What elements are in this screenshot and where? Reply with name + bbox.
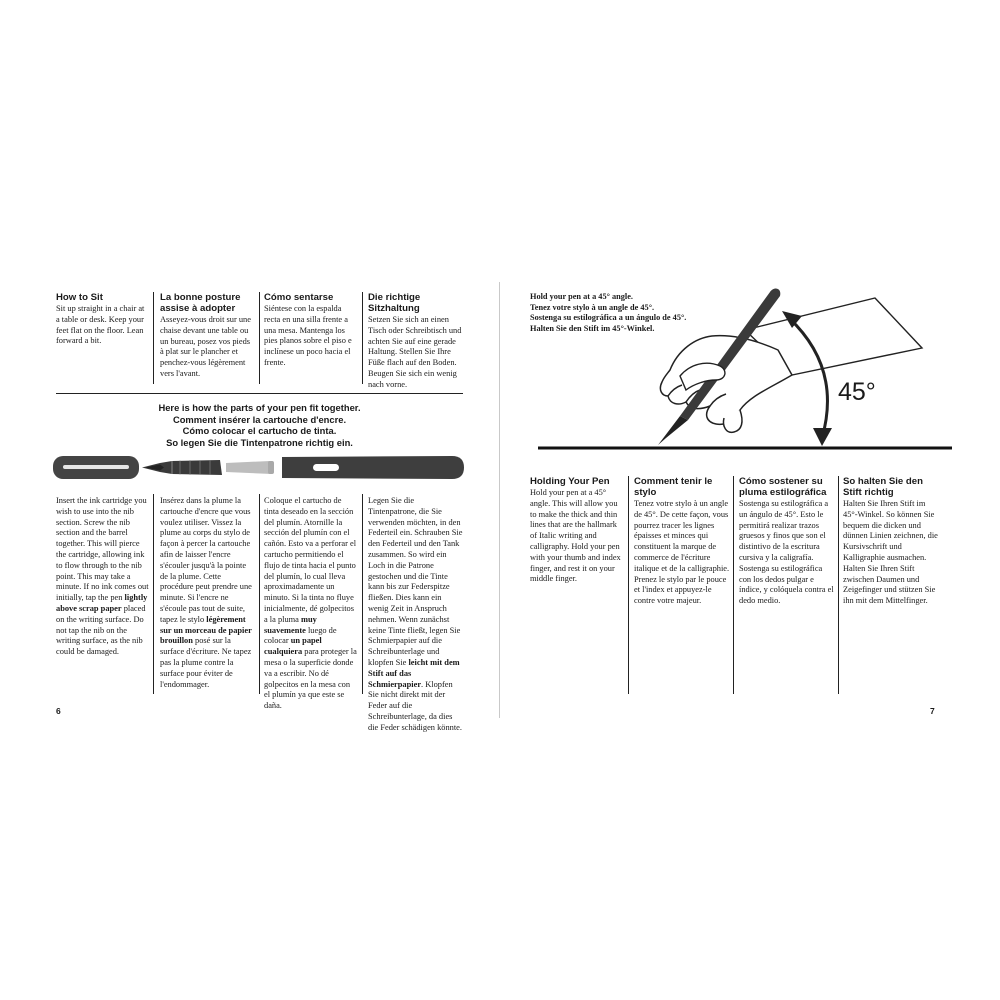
column-divider: [733, 476, 734, 694]
hold-column-fr: [634, 476, 730, 607]
sit-column-es: [264, 292, 358, 369]
column-divider: [838, 476, 839, 694]
pen-barrel-illustration: [282, 456, 464, 479]
section-heading: Cómo sostener su pluma estilográfica: [739, 476, 827, 498]
column-divider: [628, 476, 629, 694]
arc-arrowhead-bottom: [813, 428, 832, 446]
column-divider: [362, 292, 363, 384]
column-divider: [153, 494, 154, 694]
hold-column-de: [843, 476, 939, 607]
paragraph: Hold your pen at a 45° angle. This will allow you to make the thick and thin lines that are the hallmark of Italic writing and calligraphy. Hold your pen with your thumb and index finger, and rest it on your middle finger.: [530, 488, 621, 584]
sit-column-en: [56, 292, 148, 347]
sit-column-fr: [160, 292, 254, 380]
section-rule: [56, 393, 463, 394]
paragraph: Asseyez-vous droit sur une chaise devant une table ou un bureau, posez vos pieds à plat sur le plancher et penchez-vous légèrement vers l'avant.: [160, 315, 251, 378]
paragraph: Tenez votre stylo à un angle de 45°. De cette façon, vous pourrez tracer les lignes épaisses et minces qui constituent la marque de commerce de l'écriture italique et de la calligraphie. Prenez le stylo par le pouce et l'index et appuyez-le contre votre majeur.: [634, 499, 730, 606]
hand-holding-pen-illustration: [530, 280, 960, 455]
section-heading: Comment tenir le stylo: [634, 476, 713, 498]
paragraph: Insérez dans la plume la cartouche d'encre que vous voulez utiliser. Vissez la plume au corps du stylo de façon à percer la cartouche afin de laisser l'encre s'écouler jusqu'à la pointe de la plume. Cette procédure peut prendre une minute. Si l'encre ne s'écoule pas tout de suite, tapez le stylo légèrement sur un morceau de papier brouillon posé sur la surface d'écriture. Ne tapez pas la plume contre la surface pour éviter de l'endommager.: [160, 496, 252, 689]
section-heading: Cómo sentarse: [264, 292, 334, 303]
section-heading: Die richtige Sitzhaltung: [368, 292, 421, 314]
angle-label: 45°: [838, 378, 876, 406]
ink-cartridge-illustration: [226, 461, 274, 474]
assembly-heading-line: Cómo colocar el cartucho de tinta.: [182, 425, 337, 436]
caption-line: Hold your pen at a 45° angle.: [530, 292, 633, 301]
paragraph: Legen Sie die Tintenpatrone, die Sie verwenden möchten, in den Federteil ein. Schrauben Sie den Federteil und den Tank zusammen. So wird ein Loch in die Patrone gestochen und die Tinte kann bis zur Federspitze fließen. Dies kann ein wenig Zeit in Anspruch nehmen. Wenn zunächst keine Tinte fließt, legen Sie Schmierpapier auf die Schreibunterlage und klopfen Sie leicht mit dem Stift auf das Schmierpapier. Klopfen Sie nicht direkt mit der Feder auf die Schreibunterlage, da dies die Feder schädigen könnte.: [368, 496, 463, 732]
caption-line: Halten Sie den Stift im 45°-Winkel.: [530, 323, 655, 333]
paragraph: Siéntese con la espalda recta en una silla frente a una mesa. Mantenga los pies planos sobre el piso e inclínese un poco hacia el frente.: [264, 304, 352, 367]
paragraph: Insert the ink cartridge you wish to use into the nib section. Screw the nib section and the barrel together. This will pierce the cartridge, allowing ink to flow through to the nib point. This may take a minute. If no ink comes out initially, tap the pen lightly above scrap paper placed on the writing surface. Do not tap the nib on the writing surface, as the nib could be damaged.: [56, 496, 149, 657]
paragraph: Sostenga su estilográfica a un ángulo de 45°. Esto le permitirá realizar trazos gruesos y finos que son el distintivo de la escritura cursiva y la caligrafía. Sostenga su estilográfica con los dedos pulgar e índice, y colóquela contra el dedo medio.: [739, 499, 834, 606]
page-gutter: [499, 282, 500, 718]
section-heading: So halten Sie den Stift richtig: [843, 476, 923, 498]
paragraph: Coloque el cartucho de tinta deseado en la sección del plumín. Atornille la sección del plumín con el cañón. Esto va a perforar el cartucho permitiendo el flujo de tinta hacia el punto del plumín, lo cual lleva aproximadamente un minuto. Si la tinta no fluye inicialmente, dé golpecitos a la pluma muy suavemente luego de colocar un papel cualquiera para proteger la mesa o la superficie donde va a escribir. No dé golpecitos en la mesa con el plumín ya que este se daña.: [264, 496, 357, 711]
sit-column-de: [368, 292, 462, 391]
ink-column-de: [368, 496, 463, 734]
section-heading: Holding Your Pen: [530, 476, 610, 487]
assembly-heading-line: Comment insérer la cartouche d'encre.: [172, 413, 347, 425]
column-divider: [153, 292, 154, 384]
caption-line: Sostenga su estilográfica a un ángulo de 45°.: [530, 313, 687, 323]
pen-parts-illustration: [50, 452, 470, 484]
column-divider: [259, 494, 260, 694]
nib-section-illustration: [142, 460, 222, 475]
section-heading: La bonne posture assise à adopter: [160, 292, 241, 314]
paragraph: Setzen Sie sich an einen Tisch oder Schreibtisch und achten Sie auf eine gerade Haltung. Stellen Sie Ihre Füße flach auf den Boden. Beugen Sie sich ein wenig nach vorne.: [368, 315, 462, 389]
caption-line: Tenez votre stylo à un angle de 45°.: [530, 302, 655, 312]
hold-column-es: [739, 476, 835, 607]
page-number: 6: [56, 706, 61, 716]
ink-column-fr: [160, 496, 254, 690]
paragraph: Halten Sie Ihren Stift im 45°-Winkel. So können Sie bequem die dicken und dünnen Linien zeichnen, die Kursivschrift und Kalligraphie ausmachen. Halten Sie Ihren Stift zwischen Daumen und Zeigefinger und stützen Sie ihn mit dem Mittelfinger.: [843, 499, 938, 606]
column-divider: [362, 494, 363, 694]
assembly-heading: [56, 402, 463, 448]
assembly-heading-line: Here is how the parts of your pen fit together.: [158, 402, 361, 413]
ink-column-en: [56, 496, 149, 658]
page-number: 7: [930, 706, 935, 716]
paragraph: Sit up straight in a chair at a table or desk. Keep your feet flat on the floor. Lean forward a bit.: [56, 304, 145, 346]
assembly-heading-line: So legen Sie die Tintenpatrone richtig ein.: [166, 436, 353, 448]
ink-column-es: [264, 496, 358, 712]
pen-cap-illustration: [53, 456, 139, 479]
section-heading: How to Sit: [56, 292, 103, 303]
column-divider: [259, 292, 260, 384]
hold-column-en: [530, 476, 626, 585]
